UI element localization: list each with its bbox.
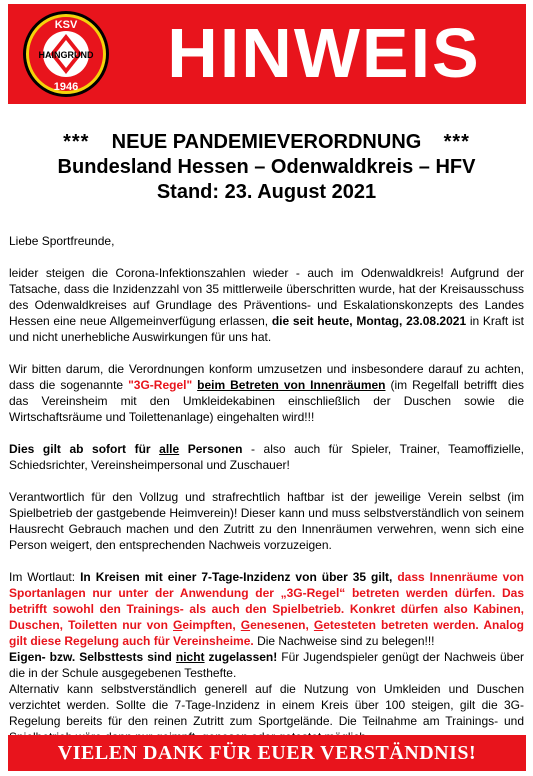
thank-you-banner: VIELEN DANK FÜR EUER VERSTÄNDNIS! [8, 735, 526, 771]
headline-line-2: Bundesland Hessen – Odenwaldkreis – HFV [57, 156, 476, 178]
headline-line-1 [0, 130, 533, 155]
greeting: Liebe Sportfreunde, [9, 234, 115, 248]
headline [0, 130, 533, 205]
paragraph-6: Eigen- bzw. Selbsttests sind nicht zugelassen! Für Jugendspieler genügt der Nachweis über die in der Schule ausgegebenen Testhefte. [9, 650, 525, 680]
paragraph-5: Im Wortlaut: In Kreisen mit einer 7-Tage-Inzidenz von über 35 gilt, dass Innenräume von Sportanlagen nur unter der Anwendung der „3G-Regel“ betreten werden dürfen. Das betrifft sowohl den Trainings- als auch den Spielbetrieb. Konkret dürfen also Kabinen, Duschen, Toiletten nur von Geimpften, Genesenen, Getesteten betreten werden. Analog gilt diese Regelung auch für Vereinsheime. Die Nachweise sind zu belegen!!! [9, 570, 525, 648]
logo-year: 1946 [53, 81, 79, 93]
header-banner [8, 4, 526, 104]
headline-line-3: Stand: 23. August 2021 [156, 181, 377, 203]
club-logo [22, 10, 110, 98]
logo-middle-text: HAINGRUND [38, 50, 94, 60]
letter-body [9, 233, 524, 745]
paragraph-7: Alternativ kann selbstverständlich generell auf die Nutzung von Umkleiden und Duschen verzichtet werden. Sollte die 7-Tage-Inzidenz in einem Kreis über 100 steigen, gilt die 3G-Regelung bereits für den reinen Zutritt zum Sportgelände. Die Teilnahme am Trainings- und [9, 682, 524, 728]
headline-main: NEUE PANDEMIEVERORDNUNG [111, 131, 422, 153]
paragraph-1: leider steigen die Corona-Infektionszahlen wieder - auch im Odenwaldkreis! Aufgrund der Tatsache, dass die Inzidenzzahl von 35 mittlerweile überschritten wurde, hat der Kreisausschuss des Odenwaldkreises auf Grundlage des Präventions- und Eskalationskonzepts des Landes Hessen eine neue Allgemeinverfügung erlassen, die seit heute, Montag, 23.08.2021 in Kraft ist und nicht unerhebliche Auswirkungen für uns hat. [9, 266, 524, 344]
stars-right: *** [443, 131, 470, 153]
logo-top-text: KSV [54, 19, 78, 31]
paragraph-3: Dies gilt ab sofort für alle Personen - also auch für Spieler, Trainer, Teamoffizielle, Schiedsrichter, Vereinsheimpersonal und Zuschauer! [9, 442, 524, 472]
paragraph-2: Wir bitten darum, die Verordnungen konform umzusetzen und insbesondere darauf zu achten, dass die sogenannte "3G-Regel" beim Betreten von Innenräumen (im Regelfall betrifft dies das Vereinsheim mit den Umkleidekabinen einschließlich der Duschen sowie die Wirtschaftsräume und Toilettenanlage) eingehalten wird!!! [9, 362, 524, 424]
stars-left: *** [63, 131, 90, 153]
page-title: HINWEIS [167, 14, 481, 92]
paragraph-4: Verantwortlich für den Vollzug und strafrechtlich haftbar ist der jeweilige Verein selbst (im Spielbetrieb der gastgebende Heimverein)! Dieser kann und muss selbstverständlich von seinem Hausrecht Gebrauch machen und den Zutritt zu den Innenräumen verwehren, wenn sich eine Person weigert, den entsprechenden Nachweis vorzuzeigen. [9, 490, 524, 552]
